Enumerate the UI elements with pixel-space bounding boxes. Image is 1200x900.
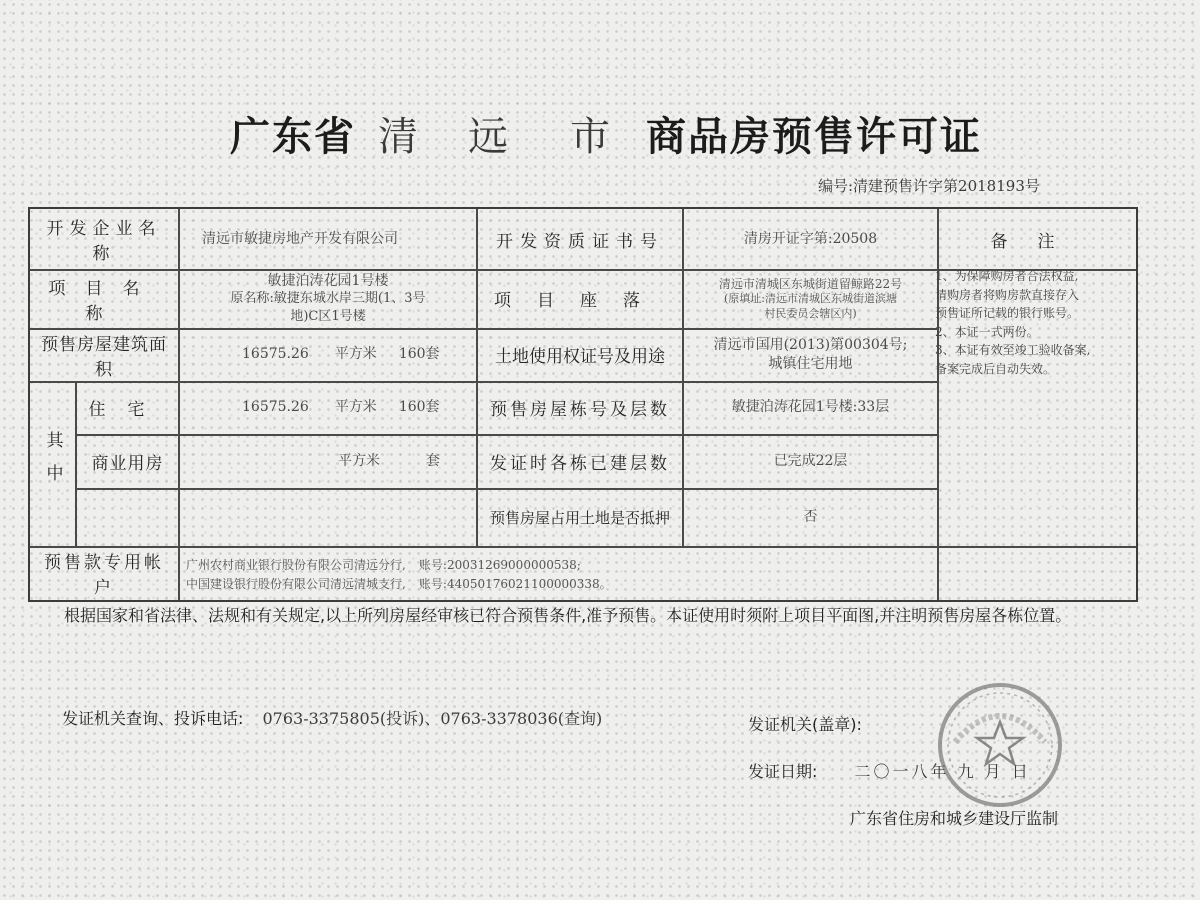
- presale-area-unit: 平方米: [334, 346, 377, 363]
- title-city-char-3: 市: [570, 114, 612, 160]
- qualification-value: 清房开证字第:20508: [743, 230, 878, 247]
- title-province: 广东省: [230, 114, 356, 160]
- commercial-sets-unit: 套: [426, 452, 440, 469]
- remark-line: 1、为保障购房者合法权益,: [935, 269, 1079, 283]
- presale-area-value: [180, 328, 476, 381]
- mortgage-value: 否: [803, 508, 818, 525]
- account-line-2: [186, 573, 612, 592]
- remark-line: 备案完成后自动失效。: [935, 361, 1056, 376]
- supervised-by: 广东省住房和城乡建设厅监制: [850, 809, 1059, 828]
- project-value-line-1: 敏捷泊涛花园1号楼: [267, 272, 389, 289]
- residential-sets-unit: 套: [425, 399, 440, 416]
- presale-sets-unit: 套: [425, 346, 440, 363]
- building-value: 敏捷泊涛花园1号楼:33层: [731, 399, 890, 416]
- land-value-line-2: 城镇住宅用地: [768, 355, 853, 372]
- legal-statement: 根据国家和省法律、法规和有关规定,以上所列房屋经审核已符合预售条件,准予预售。本证使用时须附上项目平面图,并注明预售房屋各栋位置。: [64, 606, 1072, 625]
- contact-phones: 0763-3375805(投诉)、0763-3378036(查询): [262, 709, 603, 728]
- account-1-number: 账号:20031269000000538;: [418, 557, 581, 572]
- developer-value: 清远市敏捷房地产开发有限公司: [202, 230, 398, 247]
- land-value: [684, 328, 937, 381]
- location-value: [684, 269, 937, 328]
- account-label: 预售款专用帐户: [44, 553, 164, 598]
- issuer-label: 发证机关(盖章):: [748, 715, 862, 734]
- land-label: 土地使用权证号及用途: [495, 347, 665, 367]
- built-floors-value: 已完成22层: [773, 452, 848, 469]
- commercial-value: [180, 434, 476, 488]
- of-which-label-text: 其中: [42, 430, 63, 497]
- issue-date-label: 发证日期:: [748, 762, 818, 781]
- location-label: 项目座落: [494, 291, 666, 311]
- remarks-label: 备注: [990, 231, 1085, 252]
- certificate-serial-number: 编号:清建预售许字第2018193号: [818, 177, 1040, 195]
- residential-area-unit: 平方米: [334, 399, 377, 416]
- commercial-label: 商业用房: [91, 453, 164, 474]
- title-city-char-1: 清: [378, 114, 420, 160]
- presale-sets-number: 160: [398, 346, 426, 363]
- contact-label: 发证机关查询、投诉电话:: [62, 709, 244, 728]
- remark-line: 2、本证一式两份。: [935, 324, 1039, 339]
- qualification-label: 开发资质证书号: [496, 231, 664, 252]
- account-line-1: [186, 554, 581, 573]
- remark-line: 请购房者将购房款直接存入: [935, 287, 1080, 302]
- commercial-area-unit: 平方米: [338, 452, 380, 469]
- of-which-label: [30, 381, 75, 546]
- location-value-line-2: (原填址:清远市清城区东城街道滨塘: [724, 291, 897, 305]
- issue-date-value: 二〇一八年 九 月 日: [854, 762, 1031, 781]
- project-value-line-3: 地)C区1号楼: [290, 308, 366, 324]
- presale-area-label: 预售房屋建筑面积: [41, 334, 167, 380]
- residential-sets-number: 160: [398, 399, 426, 416]
- remarks-notes: [935, 267, 1130, 407]
- account-1-bank: 广州农村商业银行股份有限公司清远分行,: [186, 557, 406, 572]
- developer-label: 开发企业名称: [46, 219, 162, 264]
- official-seal-stamp: [935, 680, 1065, 810]
- account-2-bank: 中国建设银行股份有限公司清远清城支行,: [186, 577, 406, 591]
- residential-value: [180, 381, 476, 434]
- remark-line: 预售证所记载的银行账号。: [935, 306, 1080, 321]
- project-value-line-2: 原名称:敏捷东城水岸三期(1、3号: [230, 291, 426, 307]
- built-floors-label: 发证时各栋已建层数: [490, 453, 670, 474]
- title-city-char-2: 远: [468, 114, 510, 160]
- location-value-line-1: 清远市清城区东城街道留鲸路22号: [718, 276, 903, 291]
- land-value-line-1: 清远市国用(2013)第00304号;: [713, 336, 908, 353]
- certificate-title: [230, 105, 990, 165]
- presale-area-number: 16575.26: [242, 346, 309, 363]
- remark-line: 3、本证有效至竣工验收备案,: [935, 343, 1091, 358]
- account-2-number: 账号:44050176021100000338。: [418, 577, 612, 591]
- account-value: [180, 546, 937, 600]
- location-value-line-3: 村民委员会辖区内): [764, 306, 857, 320]
- residential-label: 住宅: [88, 400, 167, 420]
- contact-line: [62, 706, 602, 729]
- project-value: [180, 269, 476, 328]
- residential-area-number: 16575.26: [242, 399, 309, 416]
- mortgage-label: 预售房屋占用土地是否抵押: [489, 508, 670, 527]
- project-label: 项目名称: [48, 278, 160, 324]
- title-suffix: 商品房预售许可证: [646, 114, 982, 160]
- building-label: 预售房屋栋号及层数: [490, 400, 670, 420]
